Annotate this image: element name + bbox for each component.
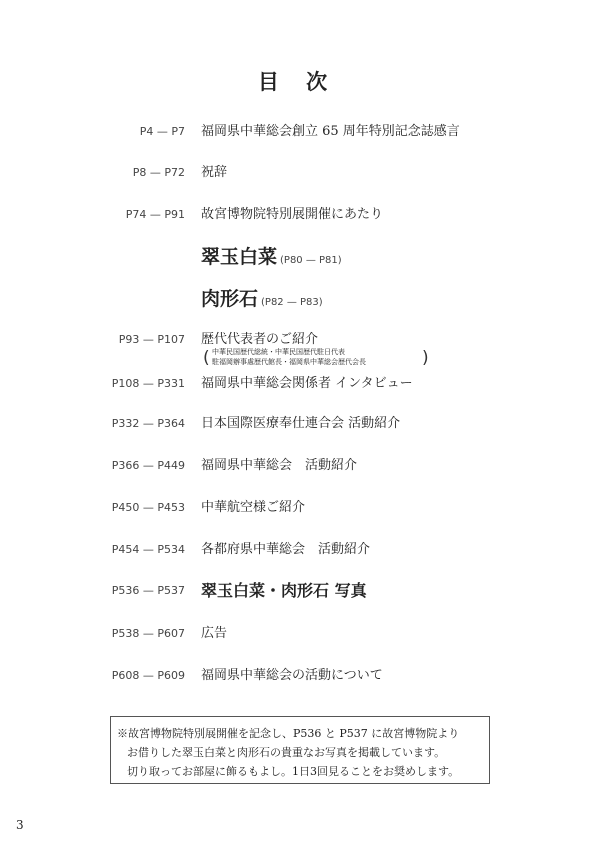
toc-label: 福岡県中華総会関係者 インタビュー xyxy=(201,376,413,391)
toc-page-range: P74 — P91 xyxy=(125,208,185,221)
notice-line: お借りした翠玉白菜と肉形石の貴重なお写真を掲載しています。 xyxy=(127,746,446,759)
toc-sub-list xyxy=(212,347,366,371)
notice-box xyxy=(110,716,490,784)
toc-page-range: P332 — P364 xyxy=(111,417,185,430)
toc-entry-highlight xyxy=(0,246,595,269)
toc-label: 福岡県中華総会創立 65 周年特別記念誌感言 xyxy=(201,124,460,139)
toc-entry xyxy=(0,624,595,644)
toc-entry xyxy=(0,374,595,394)
toc-entry xyxy=(0,456,595,476)
toc-label: 祝辞 xyxy=(201,165,228,180)
toc-label: 日本国際医療奉仕連合会 活動紹介 xyxy=(201,416,401,431)
toc-entry xyxy=(0,666,595,686)
toc-entry xyxy=(0,163,595,183)
toc-highlight-title: 肉形石 xyxy=(201,288,259,310)
toc-entry xyxy=(0,205,595,225)
toc-label xyxy=(201,287,323,315)
toc-entry xyxy=(0,122,595,142)
toc-entry xyxy=(0,581,595,601)
toc-inner-range: (P80 — P81) xyxy=(280,255,342,266)
page-title: 目 次 xyxy=(257,69,338,94)
toc-entry-highlight xyxy=(0,288,595,311)
toc-page-range: P608 — P609 xyxy=(111,669,185,682)
toc-highlight-title: 翠玉白菜 xyxy=(201,246,278,268)
open-paren: ( xyxy=(203,348,210,368)
toc-page-range: P108 — P331 xyxy=(111,377,185,390)
toc-page-range: P93 — P107 xyxy=(118,333,185,346)
toc-page-range: P538 — P607 xyxy=(111,627,185,640)
toc-label: 歴代代表者のご紹介 xyxy=(201,332,319,347)
page-number: 3 xyxy=(16,818,24,832)
toc-sub-line: 駐福岡辦事處歴代館長・福岡県中華総会歴代会長 xyxy=(212,358,366,366)
toc-label: 各都府県中華総会 活動紹介 xyxy=(201,542,371,557)
toc-label: 翠玉白菜・肉形石 写真 xyxy=(201,581,367,600)
toc-sub-line: 中華民国歴代総統・中華民国歴代駐日代表 xyxy=(212,348,345,356)
toc-page-range: P4 — P7 xyxy=(139,125,185,138)
notice-line: 切り取ってお部屋に飾るもよし。1日3回見ることをお奨めします。 xyxy=(127,765,460,778)
toc-label: 福岡県中華総会 活動紹介 xyxy=(201,458,358,473)
toc-page-range: P366 — P449 xyxy=(111,459,185,472)
toc-page-range: P454 — P534 xyxy=(111,543,185,556)
toc-entry xyxy=(0,498,595,518)
close-paren: ) xyxy=(422,348,429,368)
toc-entry xyxy=(0,414,595,434)
toc-label: 故宮博物院特別展開催にあたり xyxy=(201,207,384,222)
toc-page-range: P536 — P537 xyxy=(111,584,185,597)
toc-label: 広告 xyxy=(201,626,228,641)
toc-page-range: P450 — P453 xyxy=(111,501,185,514)
toc-label: 福岡県中華総会の活動について xyxy=(201,668,383,683)
toc-label xyxy=(201,245,342,273)
toc-entry xyxy=(0,540,595,560)
toc-inner-range: (P82 — P83) xyxy=(261,297,323,308)
toc-page-range: P8 — P72 xyxy=(132,166,185,179)
notice-line: ※故宮博物院特別展開催を記念し、P536 と P537 に故宮博物院より xyxy=(117,727,460,740)
toc-label: 中華航空様ご紹介 xyxy=(201,500,306,515)
